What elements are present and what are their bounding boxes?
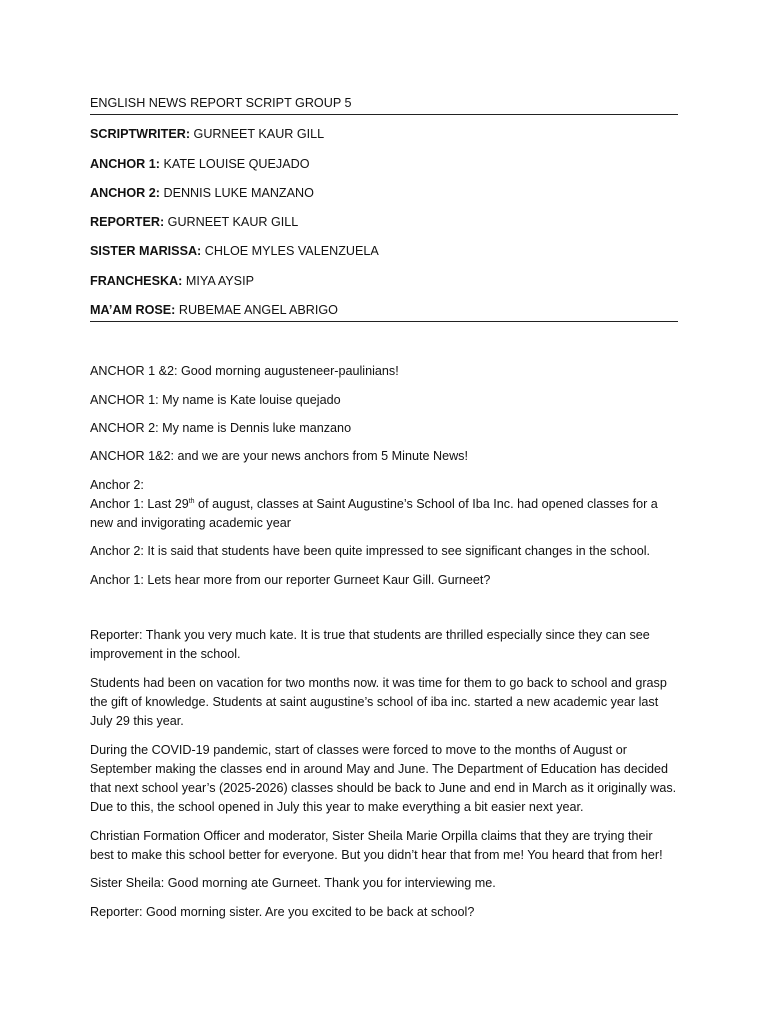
script-line: Anchor 1: Last 29th of august, classes at Saint Augustine’s School of Iba Inc. had opened classes for a new and invigorating academic year (90, 496, 658, 531)
script-line: ANCHOR 1: My name is Kate louise quejado (90, 392, 341, 407)
script-line: ANCHOR 1 &2: Good morning augusteneer-paulinians! (90, 364, 399, 379)
credit-scriptwriter: SCRIPTWRITER: GURNEET KAUR GILL (90, 127, 325, 142)
credit-maam-rose: MA’AM ROSE: RUBEMAE ANGEL ABRIGO (90, 303, 338, 318)
document-page (90, 94, 678, 922)
script-line: Anchor 1: Lets hear more from our reporter Gurneet Kaur Gill. Gurneet? (90, 572, 491, 587)
script-line: ANCHOR 2: My name is Dennis luke manzano (90, 420, 352, 435)
credit-anchor-1: ANCHOR 1: KATE LOUISE QUEJADO (90, 156, 310, 171)
credit-anchor-2: ANCHOR 2: DENNIS LUKE MANZANO (90, 185, 314, 200)
script-line: ANCHOR 1&2: and we are your news anchors from 5 Minute News! (90, 449, 468, 464)
script-line: Reporter: Thank you very much kate. It is true that students are thrilled especially since they can see improvement in the school. (90, 628, 650, 662)
cast-list (90, 125, 678, 322)
credit-francheska: FRANCHESKA: MIYA AYSIP (90, 273, 254, 288)
script-paragraph: Students had been on vacation for two months now. it was time for them to go back to school and grasp the gift of knowledge. Students at saint augustine’s school of iba inc. started a new academic year last July 29 this year. (90, 675, 667, 729)
script-line: Anchor 2: (90, 477, 144, 492)
script-line: Sister Sheila: Good morning ate Gurneet. Thank you for interviewing me. (90, 876, 496, 891)
script-paragraph: Christian Formation Officer and moderator, Sister Sheila Marie Orpilla claims that they are trying their best to make this school better for everyone. But you didn’t hear that from me! You heard that from her! (90, 828, 663, 863)
credit-sister-marissa: SISTER MARISSA: CHLOE MYLES VALENZUELA (90, 244, 379, 259)
credit-reporter: REPORTER: GURNEET KAUR GILL (90, 215, 299, 230)
script-line: Reporter: Good morning sister. Are you excited to be back at school? (90, 904, 475, 919)
script-paragraph: During the COVID-19 pandemic, start of classes were forced to move to the months of August or September making the classes end in around May and June. The Department of Education has decided that next school year’s (2025-2026) classes should be back to June and end in March as it originally was. Due to this, the school opened in July this year to make everything a bit easier next year. (90, 742, 677, 815)
script-line: Anchor 2: It is said that students have been quite impressed to see significant changes in the school. (90, 544, 651, 559)
document-title: ENGLISH NEWS REPORT SCRIPT GROUP 5 (90, 94, 678, 115)
